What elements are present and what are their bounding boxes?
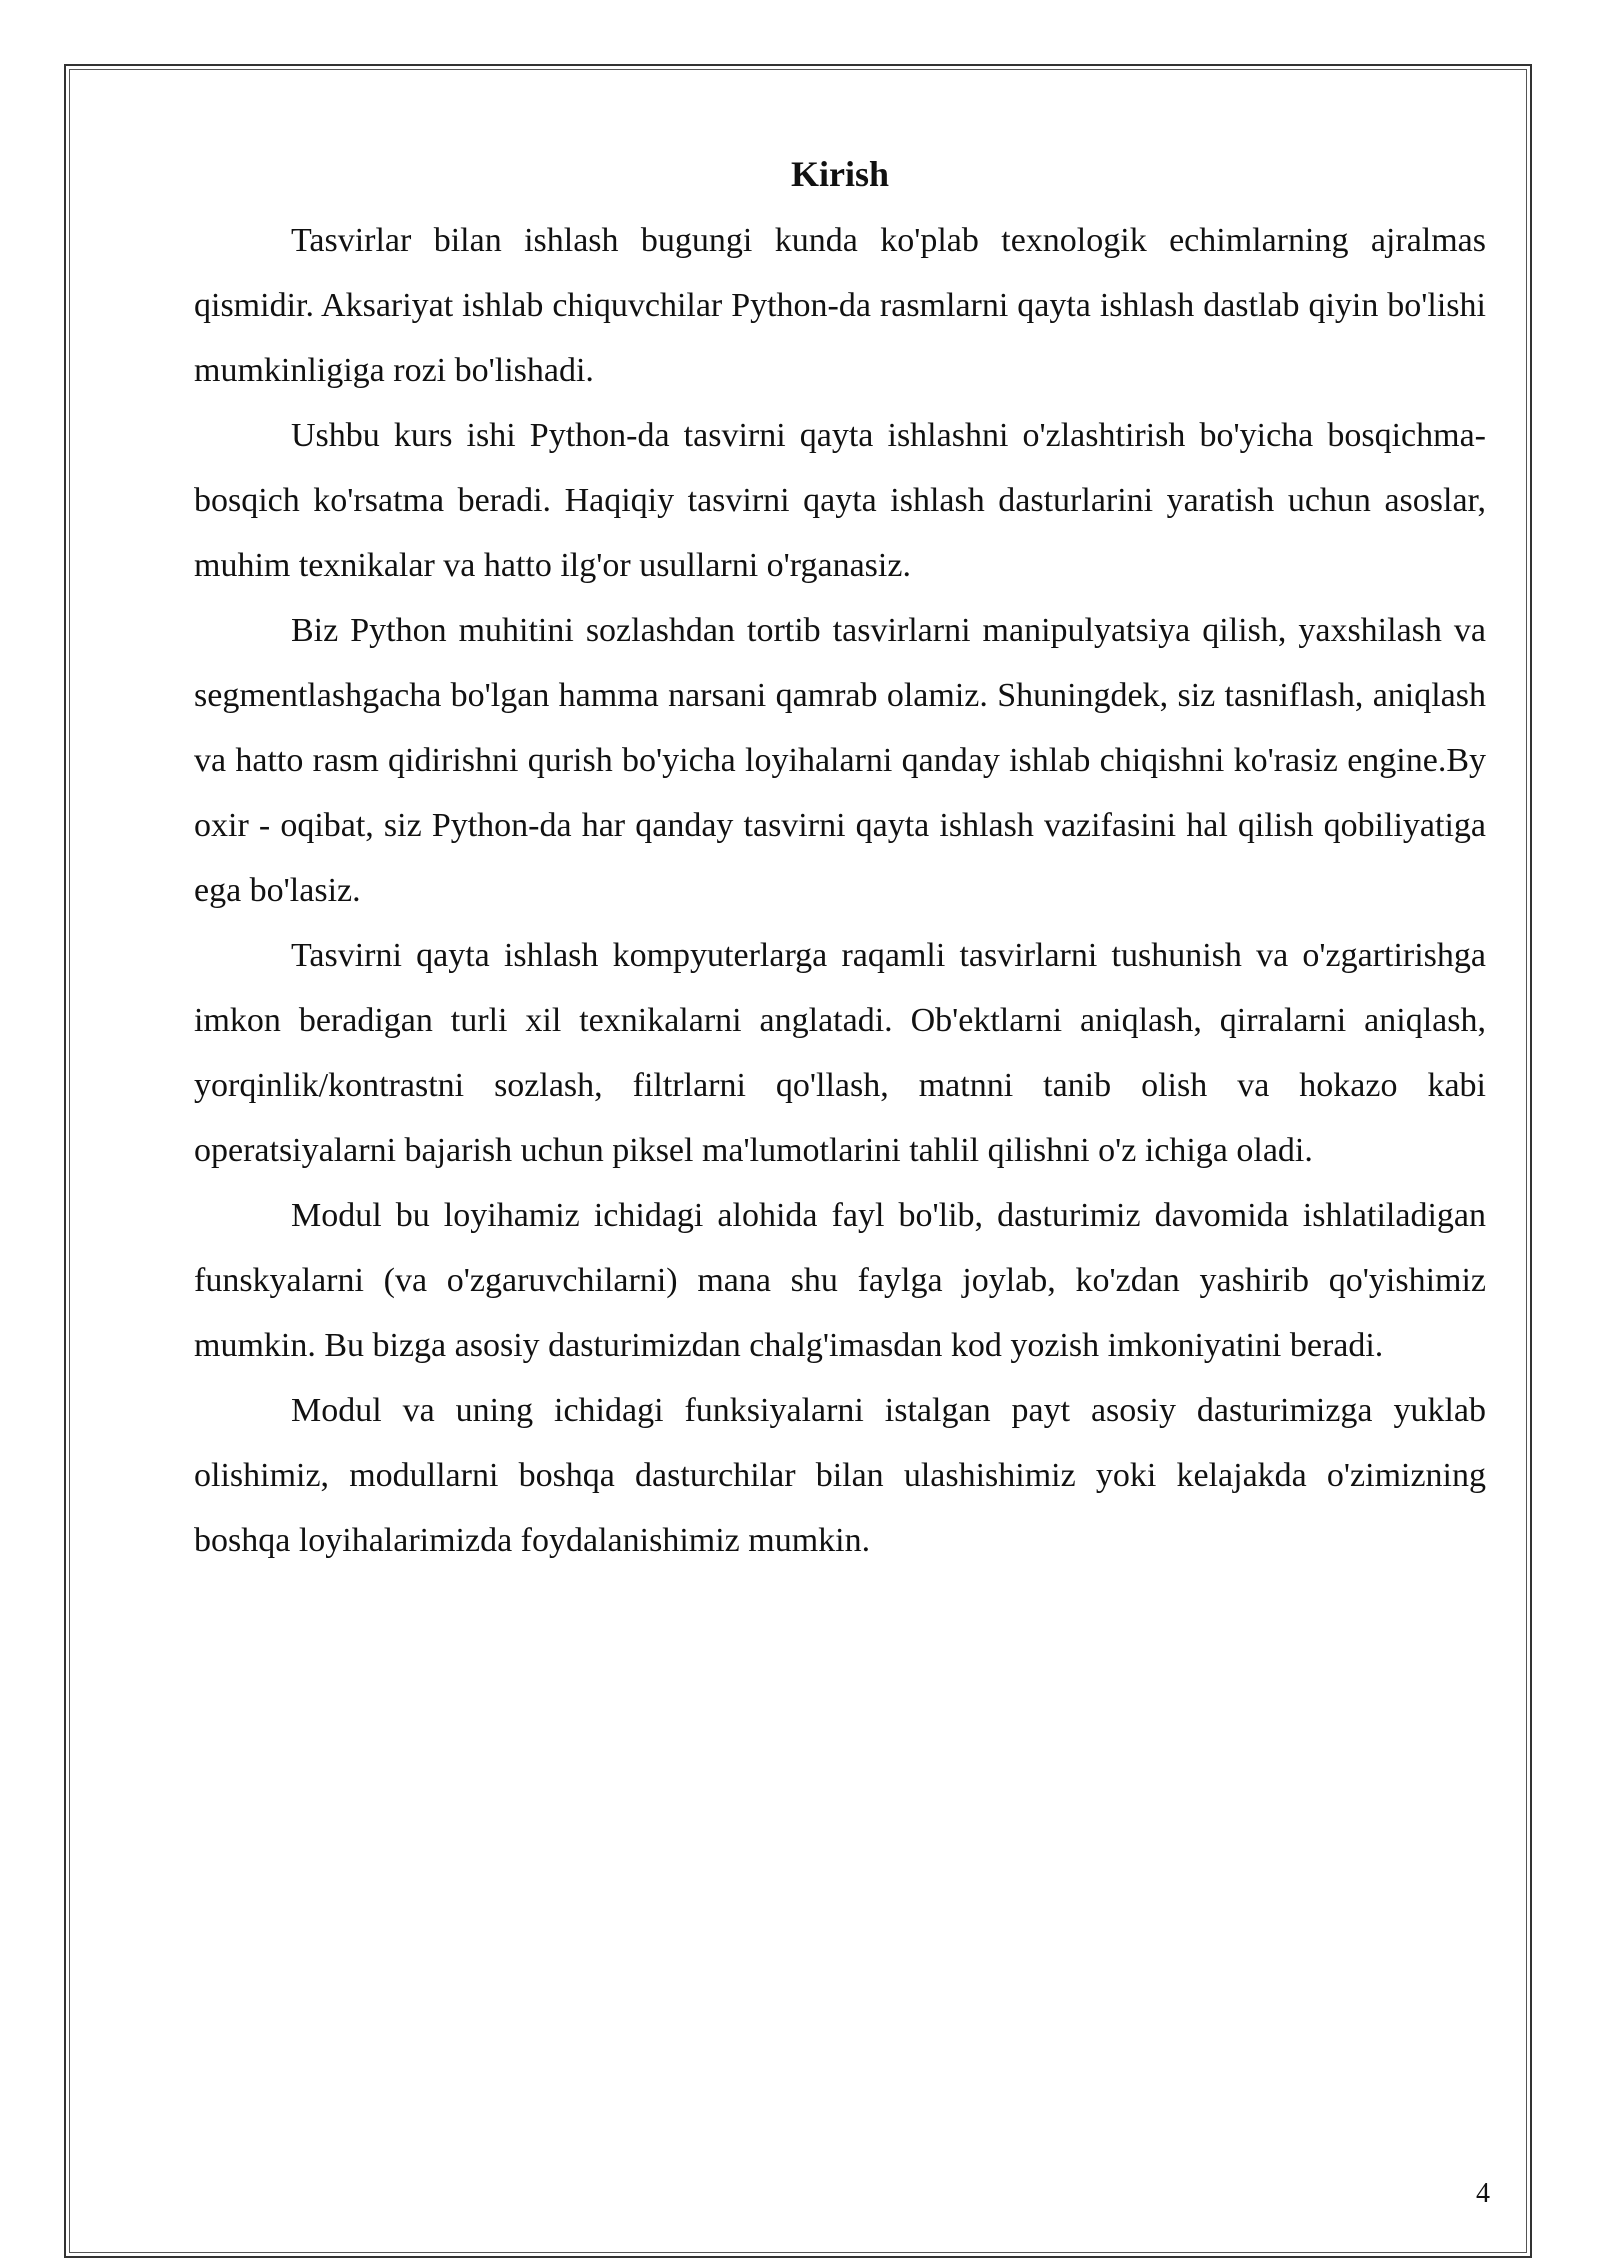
section-title: Kirish [790, 154, 889, 194]
paragraph-5: Modul bu loyihamiz ichidagi alohida fayl bo'lib, dasturimiz davomida ishlatiladigan funskyalarni (va o'zgaruvchilarni) mana shu faylga joylab, ko'zdan yashirib qo'yishimiz mumkin. Bu bizga asosiy dasturimizdan chalg'imasdan kod yozish imkoniyatini beradi. [194, 1197, 1486, 1364]
paragraph-1: Tasvirlar bilan ishlash bugungi kunda ko'plab texnologik echimlarning ajralmas qismidir. Aksariyat ishlab chiquvchilar Python-da rasmlarni qayta ishlash dastlab qiyin bo'lishi mumkinligiga rozi bo'lishadi. [194, 222, 1486, 389]
paragraph-4: Tasvirni qayta ishlash kompyuterlarga raqamli tasvirlarni tushunish va o'zgartirishga imkon beradigan turli xil texnikalarni anglatadi. Ob'ektlarni aniqlash, qirralarni aniqlash, yorqinlik/kontrastni sozlash, filtrlarni qo'llash, matnni tanib olish va hokazo kabi operatsiyalarni bajarish uchun piksel ma'lumotlarini tahlil qilishni o'z ichiga oladi. [194, 937, 1486, 1169]
paragraph-6: Modul va uning ichidagi funksiyalarni istalgan payt asosiy dasturimizga yuklab olishimiz, modullarni boshqa dasturchilar bilan ulashishimiz yoki kelajakda o'zimizning boshqa loyihalarimizda foydalanishimiz mumkin. [194, 1392, 1486, 1559]
paragraph-3: Biz Python muhitini sozlashdan tortib tasvirlarni manipulyatsiya qilish, yaxshilash va segmentlashgacha bo'lgan hamma narsani qamrab olamiz. Shuningdek, siz tasniflash, aniqlash va hatto rasm qidirishni qurish bo'yicha loyihalarni qanday ishlab chiqishni ko'rasiz engine.By oxir - oqibat, siz Python-da har qanday tasvirni qayta ishlash vazifasini hal qilish qobiliyatiga ega bo'lasiz. [194, 612, 1486, 909]
document-body [194, 148, 1486, 1573]
paragraph-2: Ushbu kurs ishi Python-da tasvirni qayta ishlashni o'zlashtirish bo'yicha bosqichma-bosqich ko'rsatma beradi. Haqiqiy tasvirni qayta ishlash dasturlarini yaratish uchun asoslar, muhim texnikalar va hatto ilg'or usullarni o'rganasiz. [194, 417, 1486, 584]
page-number: 4 [1476, 2178, 1490, 2209]
